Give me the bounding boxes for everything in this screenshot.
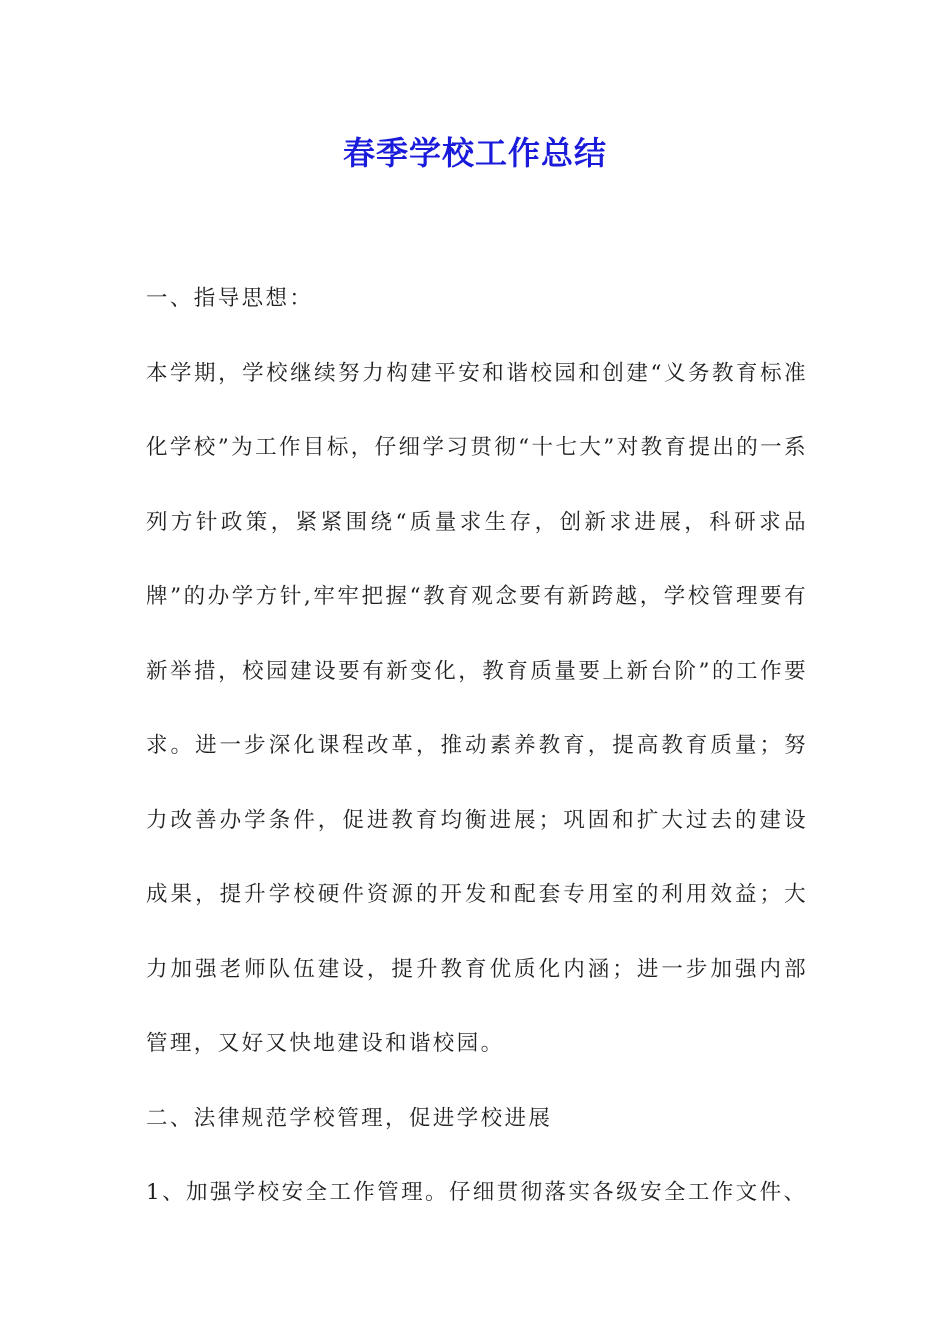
document-body <box>146 262 808 1231</box>
document-title: 春季学校工作总结 <box>342 134 607 172</box>
section1-paragraph: 本学期，学校继续努力构建平安和谐校园和创建“义务教育标准化学校”为工作目标，仔细学习贯彻“十七大”对教育提出的一系列方针政策，紧紧围绕“质量求生存，创新求进展，科研求品牌”的办学方针,牢牢把握“教育观念要有新跨越，学校管理要有新举措，校园建设要有新变化，教育质量要上新台阶”的工作要求。进一步深化课程改革，推动素养教育，提高教育质量；努力改善办学条件，促进教育均衡进展；巩固和扩大过去的建设成果，提升学校硬件资源的开发和配套专用室的利用效益；大力加强老师队伍建设，提升教育优质化内涵；进一步加强内部管理，又好又快地建设和谐校园。 <box>146 360 808 1056</box>
section2-heading: 二、法律规范学校管理，促进学校进展 <box>146 1105 553 1131</box>
section1-heading: 一、指导思想： <box>146 286 314 311</box>
section2-item-1: 1、加强学校安全工作管理。仔细贯彻落实各级安全工作文件、 <box>146 1180 808 1205</box>
